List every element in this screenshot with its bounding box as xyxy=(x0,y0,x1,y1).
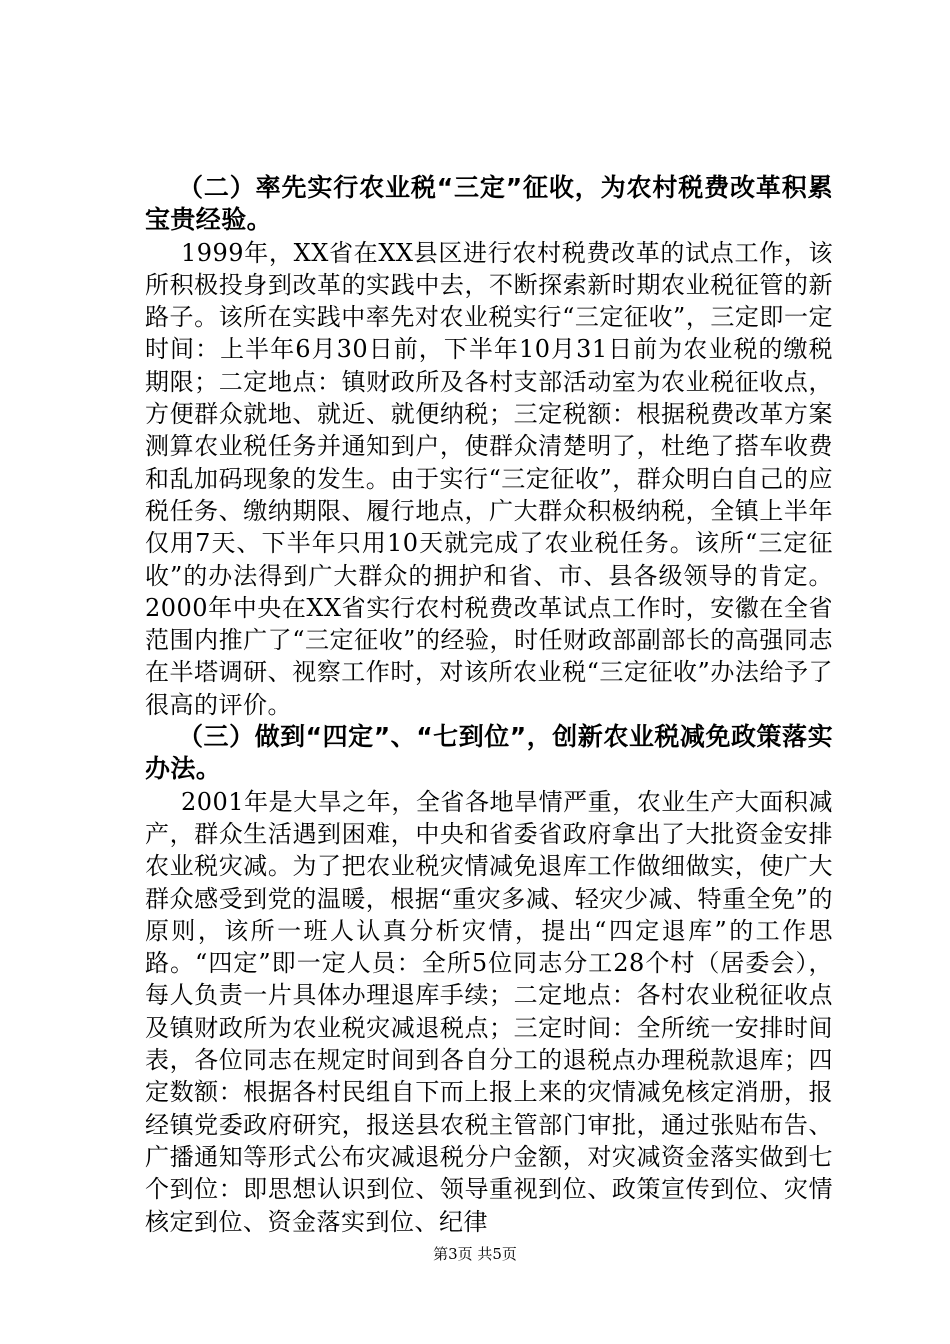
section-paragraph-3: 2001年是大旱之年，全省各地旱情严重，农业生产大面积减产，群众生活遇到困难，中央和省委省政府拿出了大批资金安排农业税灾减。为了把农业税灾情减免退库工作做细做实，使广大群众感受到党的温暖，根据“重灾多减、轻灾少减、特重全免”的原则，该所一班人认真分析灾情，提出“四定退库”的工作思路。“四定”即一定人员：全所5位同志分工28个村（居委会），每人负责一片具体办理退库手续；二定地点：各村农业税征收点及镇财政所为农业税灾减退税点；三定时间：全所统一安排时间表，各位同志在规定时间到各自分工的退税点办理税款退库；四定数额：根据各村民组自下而上报上来的灾情减免核定消册，报经镇党委政府研究，报送县农税主管部门审批，通过张贴布告、广播通知等形式公布灾减退税分户金额，对灾减资金落实做到七个到位：即思想认识到位、领导重视到位、政策宣传到位、灾情核定到位、资金落实到位、纪律 xyxy=(145,787,833,1236)
page-number-footer: 第3页 共5页 xyxy=(433,1245,517,1263)
section-paragraph-2: 1999年，XX省在XX县区进行农村税费改革的试点工作，该所积极投身到改革的实践中去，不断探索新时期农业税征管的新路子。该所在实践中率先对农业税实行“三定征收”，三定即一定时间：上半年6月30日前，下半年10月31日前为农业税的缴税期限；二定地点：镇财政所及各村支部活动室为农业税征收点，方便群众就地、就近、就便纳税；三定税额：根据税费改革方案测算农业税任务并通知到户，使群众清楚明了，杜绝了搭车收费和乱加码现象的发生。由于实行“三定征收”，群众明白自己的应税任务、缴纳期限、履行地点，广大群众积极纳税，全镇上半年仅用7天、下半年只用10天就完成了农业税任务。该所“三定征收”的办法得到广大群众的拥护和省、市、县各级领导的肯定。2000年中央在XX省实行农村税费改革试点工作时，安徽在全省范围内推广了“三定征收”的经验，时任财政部副部长的高强同志在半塔调研、视察工作时，对该所农业税“三定征收”办法给予了很高的评价。 xyxy=(145,238,833,719)
document-body xyxy=(145,172,833,1238)
section-heading-2: （二）率先实行农业税“三定”征收，为农村税费改革积累宝贵经验。 xyxy=(145,173,833,235)
section-heading-3: （三）做到“四定”、“七到位”，创新农业税减免政策落实办法。 xyxy=(145,722,833,784)
